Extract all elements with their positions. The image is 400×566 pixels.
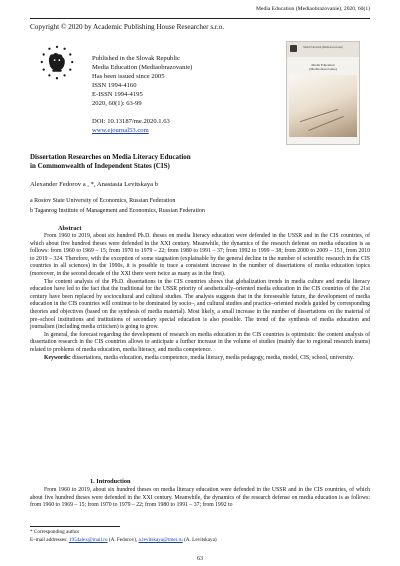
e-issn: E-ISSN 1994-4195	[92, 91, 143, 98]
email-link-fedorov[interactable]: 1954alex@mail.ru	[68, 537, 108, 543]
journal-cover-thumbnail	[286, 41, 360, 145]
page-number: 63	[197, 556, 203, 562]
abstract-heading: Abstract	[58, 225, 82, 232]
issued-since: Has been issued since 2005	[92, 73, 165, 80]
affiliation-a: a Rostov State University of Economics, Russian Federation	[30, 198, 176, 204]
article-title-line1: Dissertation Researches on Media Literacy Education	[30, 153, 191, 161]
keywords	[30, 355, 370, 363]
doi: DOI: 10.13187/me.2020.1.63	[92, 118, 170, 125]
article-title	[30, 153, 360, 171]
issn: ISSN 1994-4160	[92, 82, 137, 89]
abstract-paragraph-3: In general, the forecast regarding the development of research on media education in the CIS countries is optimistic: the content analysis of dissertation research in the CIS countries allows to anticipate a further increase in the volume of studies (mainly due to regional research teams) related to problems of media education, media literacy, and media competence.	[30, 331, 370, 353]
email-owner-fedorov: (A. Fedorov),	[108, 537, 138, 543]
copyright-line: Copyright © 2020 by Academic Publishing House Researcher s.r.o.	[30, 23, 225, 31]
abstract-paragraph-2: The content analysis of the Ph.D. dissertations in the CIS countries shows that globalization trends in media culture and media literacy education have led to the fact that the traditional for the USSR priority of aesthetically–oriented media education in the CIS countries of the 21st century have been replaced by sociocultural and cultural studies. The analysis suggests that in the foreseeable future, the development of media education in the CIS countries will continue to be dominated by socio–, and cultural studies and practice–oriented models guided by corresponding theories and objectives (based on the synthesis of media material). Most likely, a small increase in the number of dissertations on the material of pre–school institutions and institutions of secondary special education is also possible. The trend of the synthesis of media education and journalism (including media criticism) is going to grow.	[30, 278, 370, 331]
cover-title-line2: (Mediaobrazovanie)	[309, 67, 337, 72]
publication-info	[92, 54, 192, 135]
journal-name: Media Education (Mediaobrazovanie)	[92, 64, 193, 71]
email-label: E–mail addresses:	[30, 537, 68, 543]
publisher-logo	[38, 44, 76, 82]
running-head: Media Education (Mediaobrazovanie), 2020, 60(1)	[255, 6, 370, 12]
cover-title	[287, 63, 359, 71]
journal-website-link[interactable]: www.ejournal53.com	[92, 127, 149, 134]
cover-header-band	[287, 42, 359, 57]
email-link-levitskaya[interactable]: a.levitskaya@tmei.ru	[138, 537, 183, 543]
article-authors: Alexander Fedorov a , *, Anastasia Levitskaya b	[30, 181, 158, 188]
article-title-line2: in Commonwealth of Independent States (CIS)	[30, 162, 170, 170]
keywords-label: Keywords:	[44, 354, 71, 361]
cover-artwork	[289, 75, 357, 137]
header-rule	[30, 18, 370, 19]
cover-band-text: Media Education (Mediaobrazovanie)	[303, 46, 343, 49]
keywords-text: dissertations, media education, media competence, media literacy, media pedagogy, media, model, CIS, school, university.	[72, 354, 354, 361]
introduction-heading: 1. Introduction	[90, 478, 131, 485]
abstract-paragraph-1: From 1960 to 2019, about six hundred Ph.D. theses on media literacy education were defended in the USSR and in the CIS countries, of which about five hundred theses were defended in the XXI century. Meanwhile, the dynamics of the research defense on media education is as follows: from 1960 to 1969 – 15; from 1970 to 1979 – 22; from 1980 to 1991 – 37; from 1992 to 1999 – 38; from 2000 to 2009 – 151, from 2010 to 2019 – 324. Therefore, with the exception of some stagnation (explainable by the general decline in the number of scientific research in the CIS countries in all sciences) in the 1990s, it is possible to trace a consistent increase in the number of dissertations of media education topics (moreover, in the second decade of the XXI there were twice as many as in the first).	[30, 233, 370, 277]
affiliation-b: b Taganrog Institute of Management and Economics, Russian Federation	[30, 208, 205, 214]
footnote-corresponding: * Corresponding author	[30, 529, 80, 535]
publication-country: Published in the Slovak Republic	[92, 55, 180, 62]
footnote-rule	[30, 526, 120, 527]
introduction-paragraph-1: From 1960 to 2019, about six hundred theses on media literacy education were defended in the USSR and in the CIS countries, of which about five hundred theses were defended in the XXI century. Meanwhile, the dynamics of the research defense on media education is as follows: from 1960 to 1969 – 15; from 1970 to 1979 – 22; from 1980 to 1991 – 37; from 1992 to	[30, 487, 370, 509]
introduction-body	[30, 487, 370, 510]
cover-title-line1: Media Education	[311, 63, 335, 67]
abstract-body	[30, 233, 370, 362]
footnote-emails	[30, 537, 217, 544]
issue-pages: 2020, 60(1): 63-99	[92, 100, 142, 107]
email-owner-levitskaya: (A. Levitskaya)	[184, 537, 217, 543]
